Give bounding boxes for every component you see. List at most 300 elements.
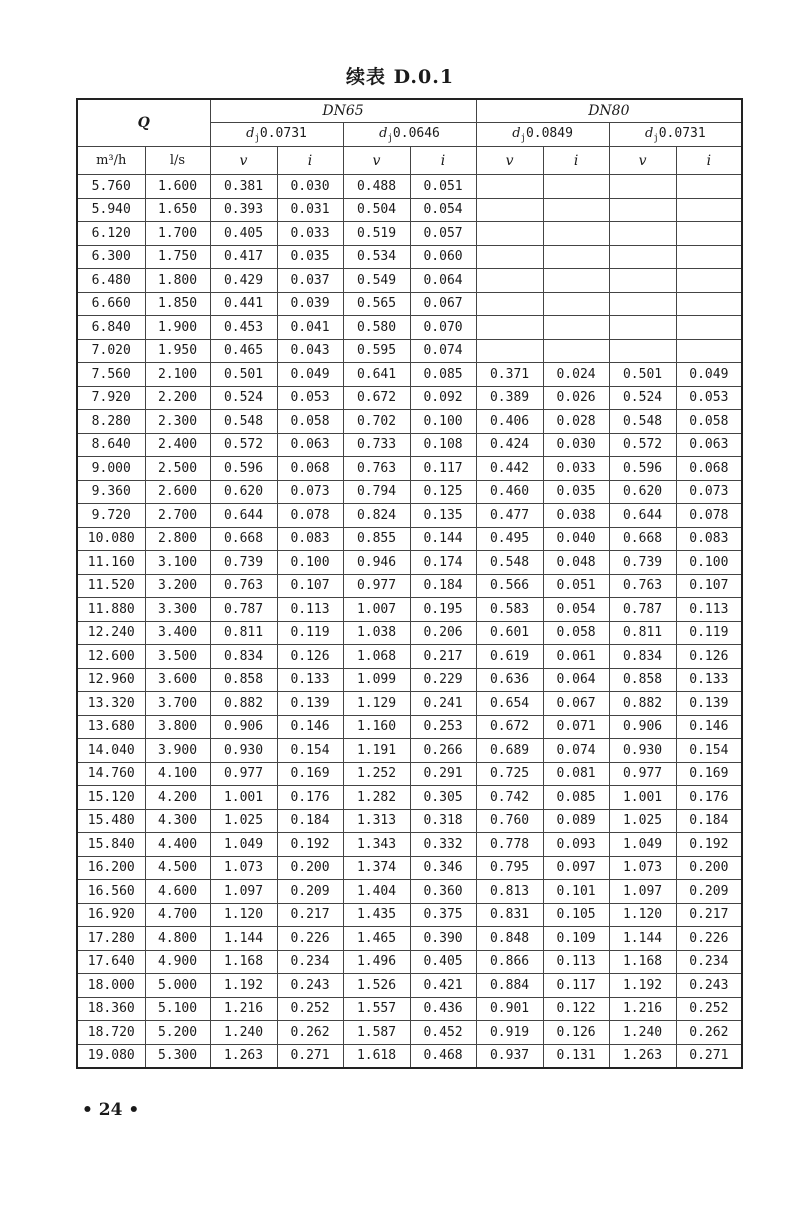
table-cell: 0.068 (676, 457, 742, 481)
table-cell: 0.252 (277, 997, 343, 1021)
table-cell: 1.435 (343, 903, 410, 927)
table-body (77, 175, 742, 1069)
table-cell: 2.800 (145, 527, 210, 551)
table-cell: 11.880 (77, 598, 145, 622)
header-i: i (410, 147, 476, 175)
table-cell (609, 316, 676, 340)
table-cell: 0.200 (676, 856, 742, 880)
table-cell: 0.058 (277, 410, 343, 434)
table-cell: 0.226 (676, 927, 742, 951)
table-cell: 0.436 (410, 997, 476, 1021)
table-cell: 0.131 (543, 1044, 609, 1068)
table-cell: 0.763 (343, 457, 410, 481)
table-cell: 0.184 (410, 574, 476, 598)
table-row (77, 598, 742, 622)
table-cell: 12.240 (77, 621, 145, 645)
table-cell: 0.126 (543, 1021, 609, 1045)
table-cell: 0.074 (410, 339, 476, 363)
table-cell: 0.501 (210, 363, 277, 387)
table-cell: 13.320 (77, 692, 145, 716)
table-cell: 0.390 (410, 927, 476, 951)
header-dn80: DN80 (476, 99, 742, 123)
table-cell: 0.733 (343, 433, 410, 457)
table-cell: 1.120 (609, 903, 676, 927)
table-cell: 0.100 (277, 551, 343, 575)
table-cell: 0.113 (277, 598, 343, 622)
table-cell: 0.668 (210, 527, 277, 551)
table-cell: 0.937 (476, 1044, 543, 1068)
table-cell: 0.035 (277, 245, 343, 269)
table-cell: 0.580 (343, 316, 410, 340)
table-cell: 0.795 (476, 856, 543, 880)
table-cell: 0.097 (543, 856, 609, 880)
table-cell: 0.105 (543, 903, 609, 927)
table-cell: 0.504 (343, 198, 410, 222)
table-cell: 0.053 (277, 386, 343, 410)
table-row (77, 433, 742, 457)
table-cell: 1.144 (210, 927, 277, 951)
table-cell: 0.689 (476, 739, 543, 763)
table-cell: 0.848 (476, 927, 543, 951)
table-cell: 0.243 (676, 974, 742, 998)
table-cell: 0.135 (410, 504, 476, 528)
table-cell: 0.519 (343, 222, 410, 246)
table-cell (609, 269, 676, 293)
table-cell: 0.763 (609, 574, 676, 598)
table-cell: 0.252 (676, 997, 742, 1021)
table-cell (476, 269, 543, 293)
table-cell: 1.097 (609, 880, 676, 904)
table-row (77, 527, 742, 551)
table-cell: 7.920 (77, 386, 145, 410)
table-cell: 3.100 (145, 551, 210, 575)
table-cell: 14.040 (77, 739, 145, 763)
table-cell: 0.229 (410, 668, 476, 692)
table-cell: 0.884 (476, 974, 543, 998)
table-cell: 2.200 (145, 386, 210, 410)
table-title: 续表 D.0.1 (345, 66, 455, 88)
table-cell: 0.070 (410, 316, 476, 340)
table-cell: 0.855 (343, 527, 410, 551)
table-row (77, 856, 742, 880)
table-cell: 0.672 (343, 386, 410, 410)
table-cell: 0.811 (210, 621, 277, 645)
table-cell: 0.146 (277, 715, 343, 739)
table-cell: 0.241 (410, 692, 476, 716)
table-cell: 6.480 (77, 269, 145, 293)
header-dj-2: $d_j0.0646$ (343, 123, 476, 147)
table-cell: 0.058 (543, 621, 609, 645)
table-cell: 0.209 (676, 880, 742, 904)
table-cell: 0.702 (343, 410, 410, 434)
table-cell: 1.097 (210, 880, 277, 904)
table-cell: 0.174 (410, 551, 476, 575)
table-cell: 0.073 (676, 480, 742, 504)
table-cell: 0.977 (210, 762, 277, 786)
table-cell: 0.217 (676, 903, 742, 927)
table-cell: 0.206 (410, 621, 476, 645)
table-cell (543, 222, 609, 246)
table-cell: 1.374 (343, 856, 410, 880)
table-cell (676, 222, 742, 246)
table-cell: 0.126 (277, 645, 343, 669)
table-cell: 0.583 (476, 598, 543, 622)
table-row (77, 645, 742, 669)
table-cell: 1.168 (609, 950, 676, 974)
table-cell: 0.644 (210, 504, 277, 528)
table-cell: 0.742 (476, 786, 543, 810)
table-cell: 0.601 (476, 621, 543, 645)
table-cell: 0.946 (343, 551, 410, 575)
table-cell: 1.120 (210, 903, 277, 927)
header-unit-ls: l/s (145, 147, 210, 175)
header-v: v (476, 147, 543, 175)
table-cell: 1.282 (343, 786, 410, 810)
table-cell: 0.243 (277, 974, 343, 998)
table-cell: 1.252 (343, 762, 410, 786)
table-row (77, 786, 742, 810)
table-cell: 5.100 (145, 997, 210, 1021)
table-cell: 0.078 (676, 504, 742, 528)
table-cell: 0.126 (676, 645, 742, 669)
table-cell: 0.763 (210, 574, 277, 598)
table-cell: 0.039 (277, 292, 343, 316)
table-cell: 9.000 (77, 457, 145, 481)
table-cell: 1.007 (343, 598, 410, 622)
table-cell: 0.930 (609, 739, 676, 763)
table-cell: 0.068 (277, 457, 343, 481)
table-cell: 0.371 (476, 363, 543, 387)
table-cell: 19.080 (77, 1044, 145, 1068)
table-cell (543, 245, 609, 269)
table-cell: 1.216 (210, 997, 277, 1021)
table-cell: 1.073 (609, 856, 676, 880)
table-cell: 0.067 (543, 692, 609, 716)
table-cell: 18.720 (77, 1021, 145, 1045)
table-cell: 1.557 (343, 997, 410, 1021)
header-dj-3: $d_j0.0849$ (476, 123, 609, 147)
table-cell: 0.040 (543, 527, 609, 551)
table-cell (676, 292, 742, 316)
page-number: • 24 • (82, 1100, 140, 1120)
table-cell: 17.640 (77, 950, 145, 974)
table-cell: 0.107 (277, 574, 343, 598)
table-cell: 11.520 (77, 574, 145, 598)
table-cell: 9.720 (77, 504, 145, 528)
table-cell: 0.195 (410, 598, 476, 622)
table-cell: 0.030 (543, 433, 609, 457)
table-cell: 0.318 (410, 809, 476, 833)
table-cell: 0.049 (277, 363, 343, 387)
table-cell: 1.073 (210, 856, 277, 880)
table-cell (543, 175, 609, 199)
table-cell: 1.526 (343, 974, 410, 998)
table-cell: 0.146 (676, 715, 742, 739)
table-cell: 0.063 (277, 433, 343, 457)
table-cell: 0.468 (410, 1044, 476, 1068)
table-cell: 0.739 (210, 551, 277, 575)
table-cell (676, 269, 742, 293)
table-cell: 0.139 (676, 692, 742, 716)
table-cell: 1.144 (609, 927, 676, 951)
table-cell: 1.650 (145, 198, 210, 222)
table-cell: 1.192 (609, 974, 676, 998)
table-cell: 1.240 (609, 1021, 676, 1045)
table-cell: 0.026 (543, 386, 609, 410)
table-cell: 0.641 (343, 363, 410, 387)
table-cell: 2.600 (145, 480, 210, 504)
table-cell: 0.672 (476, 715, 543, 739)
table-cell: 0.834 (210, 645, 277, 669)
table-cell: 6.840 (77, 316, 145, 340)
table-row (77, 292, 742, 316)
table-cell: 0.078 (277, 504, 343, 528)
table-cell (476, 198, 543, 222)
table-cell: 0.192 (676, 833, 742, 857)
table-cell: 1.168 (210, 950, 277, 974)
table-cell: 0.083 (277, 527, 343, 551)
table-cell: 13.680 (77, 715, 145, 739)
table-cell: 0.085 (543, 786, 609, 810)
table-cell: 0.739 (609, 551, 676, 575)
table-cell: 1.068 (343, 645, 410, 669)
table-cell: 0.271 (277, 1044, 343, 1068)
table-cell: 0.596 (210, 457, 277, 481)
table-cell: 0.477 (476, 504, 543, 528)
table-cell (609, 292, 676, 316)
table-cell: 0.217 (277, 903, 343, 927)
table-cell (676, 316, 742, 340)
table-cell: 0.043 (277, 339, 343, 363)
table-cell: 0.866 (476, 950, 543, 974)
table-cell: 2.700 (145, 504, 210, 528)
table-cell: 0.644 (609, 504, 676, 528)
table-cell: 15.120 (77, 786, 145, 810)
table-cell: 0.057 (410, 222, 476, 246)
table-cell: 1.600 (145, 175, 210, 199)
table-cell: 4.900 (145, 950, 210, 974)
table-cell: 1.313 (343, 809, 410, 833)
table-cell (543, 269, 609, 293)
table-cell: 0.176 (676, 786, 742, 810)
table-cell: 3.300 (145, 598, 210, 622)
table-cell: 0.037 (277, 269, 343, 293)
table-cell: 0.262 (676, 1021, 742, 1045)
table-cell: 6.660 (77, 292, 145, 316)
table-cell: 0.442 (476, 457, 543, 481)
table-cell: 1.240 (210, 1021, 277, 1045)
table-cell: 0.108 (410, 433, 476, 457)
table-row (77, 880, 742, 904)
table-cell: 0.083 (676, 527, 742, 551)
table-cell: 1.049 (609, 833, 676, 857)
table-row (77, 198, 742, 222)
table-cell: 1.263 (609, 1044, 676, 1068)
table-cell: 1.001 (210, 786, 277, 810)
table-cell: 0.253 (410, 715, 476, 739)
table-cell: 0.133 (277, 668, 343, 692)
table-cell: 0.460 (476, 480, 543, 504)
table-cell: 18.360 (77, 997, 145, 1021)
table-cell: 0.144 (410, 527, 476, 551)
table-cell: 0.346 (410, 856, 476, 880)
header-dn65: DN65 (210, 99, 476, 123)
table-cell: 0.787 (609, 598, 676, 622)
table-cell: 2.500 (145, 457, 210, 481)
table-row (77, 809, 742, 833)
table-cell: 11.160 (77, 551, 145, 575)
table-cell: 0.262 (277, 1021, 343, 1045)
header-dj-4: $d_j0.0731$ (609, 123, 742, 147)
table-cell: 17.280 (77, 927, 145, 951)
table-cell (676, 245, 742, 269)
table-cell: 3.500 (145, 645, 210, 669)
table-cell: 0.654 (476, 692, 543, 716)
table-cell: 6.300 (77, 245, 145, 269)
table-cell: 10.080 (77, 527, 145, 551)
table-row (77, 222, 742, 246)
table-cell: 15.480 (77, 809, 145, 833)
header-v: v (210, 147, 277, 175)
header-q: Q (77, 99, 210, 147)
table-cell: 18.000 (77, 974, 145, 998)
table-cell: 1.025 (210, 809, 277, 833)
table-cell: 0.375 (410, 903, 476, 927)
table-cell: 1.496 (343, 950, 410, 974)
table-cell (476, 292, 543, 316)
header-dj-1: $d_j0.0731$ (210, 123, 343, 147)
table-cell: 0.192 (277, 833, 343, 857)
table-cell: 7.560 (77, 363, 145, 387)
table-cell: 0.360 (410, 880, 476, 904)
table-cell: 0.058 (676, 410, 742, 434)
table-cell: 12.600 (77, 645, 145, 669)
table-row (77, 715, 742, 739)
table-cell: 0.572 (609, 433, 676, 457)
table-cell: 0.041 (277, 316, 343, 340)
table-cell: 4.300 (145, 809, 210, 833)
table-cell (476, 175, 543, 199)
table-cell: 0.030 (277, 175, 343, 199)
table-cell: 1.618 (343, 1044, 410, 1068)
table-row (77, 457, 742, 481)
table-cell: 0.787 (210, 598, 277, 622)
table-cell: 0.811 (609, 621, 676, 645)
table-cell: 0.565 (343, 292, 410, 316)
table-cell (476, 222, 543, 246)
table-cell: 0.035 (543, 480, 609, 504)
table-cell: 1.404 (343, 880, 410, 904)
table-cell: 0.930 (210, 739, 277, 763)
table-cell: 0.405 (410, 950, 476, 974)
table-cell: 0.033 (277, 222, 343, 246)
table-cell: 1.700 (145, 222, 210, 246)
table-cell: 0.101 (543, 880, 609, 904)
table-cell (543, 316, 609, 340)
table-cell: 0.501 (609, 363, 676, 387)
table-cell: 0.184 (277, 809, 343, 833)
table-row (77, 1044, 742, 1068)
table-cell: 0.548 (609, 410, 676, 434)
table-cell: 6.120 (77, 222, 145, 246)
table-cell: 0.048 (543, 551, 609, 575)
table-cell: 3.800 (145, 715, 210, 739)
table-cell: 1.038 (343, 621, 410, 645)
table-cell: 0.109 (543, 927, 609, 951)
table-cell: 1.750 (145, 245, 210, 269)
table-cell: 0.453 (210, 316, 277, 340)
table-cell: 0.073 (277, 480, 343, 504)
header-v: v (609, 147, 676, 175)
table-cell: 1.850 (145, 292, 210, 316)
table-cell: 0.572 (210, 433, 277, 457)
table-cell (676, 175, 742, 199)
table-cell: 0.093 (543, 833, 609, 857)
table-cell: 0.063 (676, 433, 742, 457)
table-cell (676, 339, 742, 363)
table-cell: 0.465 (210, 339, 277, 363)
table-row (77, 245, 742, 269)
table-cell: 0.977 (343, 574, 410, 598)
table-row (77, 903, 742, 927)
table-cell: 0.824 (343, 504, 410, 528)
table-cell: 0.051 (543, 574, 609, 598)
table-cell: 0.636 (476, 668, 543, 692)
header-i: i (543, 147, 609, 175)
table-cell: 0.119 (676, 621, 742, 645)
table-row (77, 269, 742, 293)
table-cell: 0.393 (210, 198, 277, 222)
table-row (77, 668, 742, 692)
table-cell: 0.882 (210, 692, 277, 716)
table-cell: 0.089 (543, 809, 609, 833)
table-cell: 0.226 (277, 927, 343, 951)
table-cell: 0.668 (609, 527, 676, 551)
table-cell: 0.421 (410, 974, 476, 998)
table-cell: 15.840 (77, 833, 145, 857)
table-cell: 1.129 (343, 692, 410, 716)
table-cell: 0.060 (410, 245, 476, 269)
table-cell: 0.429 (210, 269, 277, 293)
table-cell: 16.920 (77, 903, 145, 927)
table-cell: 0.620 (609, 480, 676, 504)
table-cell: 0.122 (543, 997, 609, 1021)
table-cell: 8.280 (77, 410, 145, 434)
table-cell: 0.200 (277, 856, 343, 880)
table-row (77, 974, 742, 998)
table-cell: 0.488 (343, 175, 410, 199)
table-cell: 4.200 (145, 786, 210, 810)
table-cell (609, 222, 676, 246)
table-cell: 0.100 (410, 410, 476, 434)
table-cell: 1.900 (145, 316, 210, 340)
table-cell: 0.067 (410, 292, 476, 316)
table-cell: 0.117 (410, 457, 476, 481)
table-cell: 0.524 (210, 386, 277, 410)
table-row (77, 739, 742, 763)
table-cell: 1.049 (210, 833, 277, 857)
table-cell: 0.266 (410, 739, 476, 763)
table-cell: 4.800 (145, 927, 210, 951)
table-cell: 0.081 (543, 762, 609, 786)
table-cell: 0.566 (476, 574, 543, 598)
table-cell: 9.360 (77, 480, 145, 504)
table-cell: 0.858 (609, 668, 676, 692)
table-cell: 1.216 (609, 997, 676, 1021)
table-cell: 4.700 (145, 903, 210, 927)
table-cell: 0.054 (410, 198, 476, 222)
table-cell: 1.191 (343, 739, 410, 763)
